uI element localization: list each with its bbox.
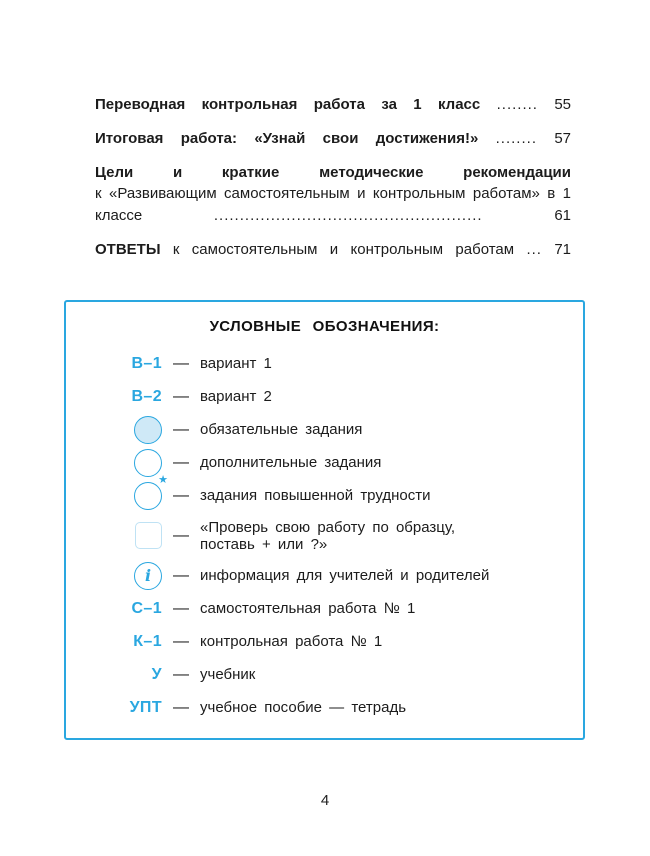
table-of-contents: [95, 94, 571, 273]
legend-dash: —: [173, 387, 189, 405]
legend-dash: —: [173, 486, 189, 504]
legend-label: информация для учителей и родителей: [200, 567, 490, 584]
workbook-code: УПТ: [129, 698, 162, 716]
legend-item: [88, 473, 561, 512]
legend-dash: —: [173, 599, 189, 617]
legend-item: [88, 559, 561, 592]
variant-2-code: В–2: [131, 387, 162, 405]
toc-entry: [95, 94, 571, 116]
legend-label: контрольная работа № 1: [200, 633, 383, 650]
toc-page-ref: 55: [554, 96, 571, 113]
legend-item: [88, 380, 561, 413]
toc-entry: [95, 128, 571, 150]
legend-dash: —: [173, 354, 189, 372]
legend-item: [88, 347, 561, 380]
legend-dash: —: [173, 453, 189, 471]
legend-label: вариант 2: [200, 388, 272, 405]
legend-dash: —: [173, 698, 189, 716]
toc-leader-dots: ...: [526, 240, 542, 258]
toc-entry-text: к самостоятельным и контрольным работам: [172, 240, 515, 258]
legend-label: обязательные задания: [200, 421, 363, 438]
legend-label: учебник: [200, 666, 256, 683]
legend-item: [88, 592, 561, 625]
toc-page-ref: 61: [554, 207, 572, 224]
toc-entry: [95, 162, 571, 227]
toc-entry-title: ОТВЕТЫ: [95, 240, 161, 258]
toc-entry-title: Итоговая работа: «Узнай свои достижения!»: [95, 129, 479, 147]
filled-circle-icon: [134, 416, 162, 444]
toc-leader-dots: ........: [495, 129, 537, 147]
legend-dash: —: [173, 526, 189, 544]
legend-item: [88, 413, 561, 446]
legend-label: дополнительные задания: [200, 454, 382, 471]
empty-circle-icon: [134, 449, 162, 477]
legend-item: [88, 512, 561, 559]
textbook-code: У: [151, 665, 162, 683]
legend-dash: —: [173, 632, 189, 650]
legend-item: [88, 625, 561, 658]
legend-label: вариант 1: [200, 355, 272, 372]
s1-code: С–1: [131, 599, 162, 617]
page-number: 4: [320, 792, 330, 809]
legend-label: «Проверь свою работу по образцу, поставь + или ?»: [200, 518, 456, 553]
k1-code: К–1: [133, 632, 162, 650]
variant-1-code: В–1: [131, 354, 162, 372]
info-icon: i: [144, 565, 152, 585]
legend-item: [88, 658, 561, 691]
toc-page-ref: 57: [554, 129, 572, 147]
info-circle-icon: [134, 562, 162, 590]
legend-dash: —: [173, 665, 189, 683]
legend-dash: —: [173, 566, 189, 584]
toc-entry-title: Цели и краткие методические рекомендации: [95, 163, 571, 181]
toc-entry-title: Переводная контрольная работа за 1 класс: [95, 96, 481, 113]
toc-entry: [95, 239, 571, 261]
check-square-icon: [135, 522, 162, 549]
legend-box: [64, 300, 585, 740]
legend-label: самостоятельная работа № 1: [200, 600, 416, 617]
toc-page-ref: 71: [554, 240, 571, 258]
toc-leader-dots: ........: [496, 96, 538, 113]
star-icon: ★: [158, 473, 168, 486]
legend-label: задания повышенной трудности: [200, 487, 431, 504]
legend-label: учебное пособие — тетрадь: [200, 699, 407, 716]
legend-title: УСЛОВНЫЕ ОБОЗНАЧЕНИЯ:: [209, 318, 440, 335]
legend-item: [88, 691, 561, 724]
toc-entry-text: к «Развивающим самостоятельным и контрольным работам» в 1 классе: [95, 185, 571, 224]
legend-dash: —: [173, 420, 189, 438]
star-circle-icon: [134, 473, 168, 510]
toc-leader-dots: ....................................................: [213, 207, 483, 224]
